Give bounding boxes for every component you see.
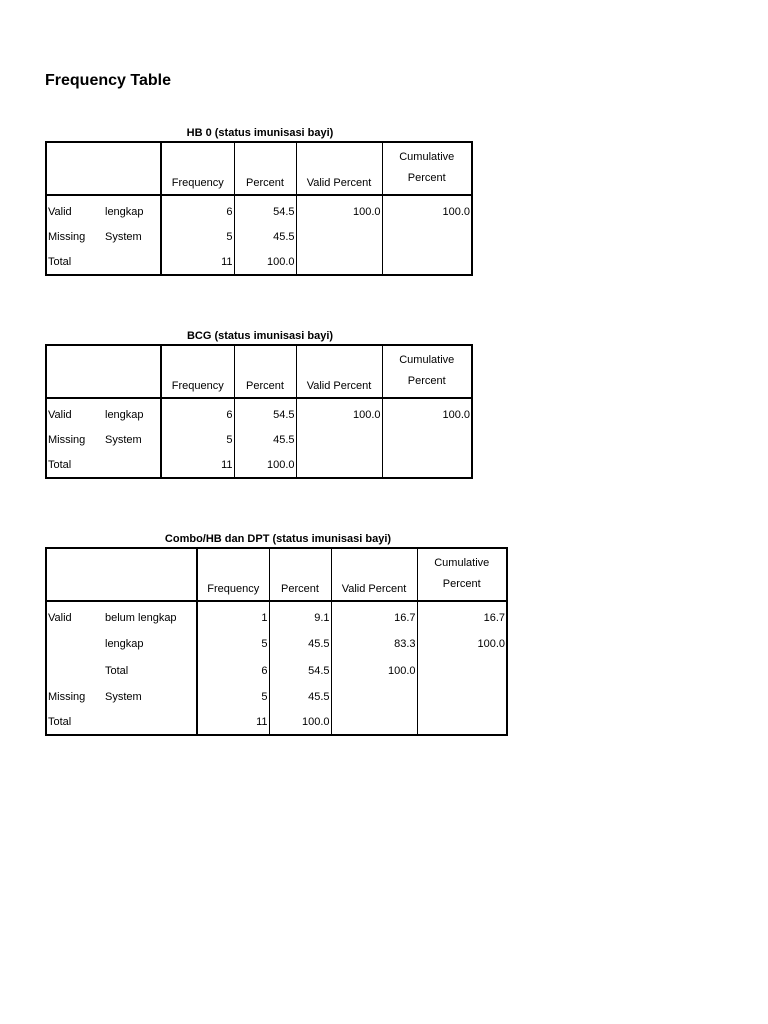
cell-cumulative-percent [417, 709, 507, 735]
col-header-line: Percent [442, 578, 481, 590]
col-header-percent: Percent [234, 142, 296, 195]
col-header-line: Cumulative [399, 354, 455, 366]
col-header-cumulative-percent [417, 548, 507, 601]
cell-valid-percent [296, 249, 382, 275]
cell-valid-percent: 100.0 [296, 398, 382, 427]
cell-percent: 45.5 [234, 427, 296, 452]
frequency-table-combo [45, 531, 511, 736]
header-row [46, 548, 507, 601]
cell-valid-percent [331, 684, 417, 709]
row-group: Valid [48, 408, 72, 421]
col-header-line: Cumulative [399, 151, 455, 163]
row-label: Total [105, 664, 129, 677]
cell-percent: 54.5 [234, 398, 296, 427]
table-row [46, 195, 472, 224]
frequency-table-bcg [45, 328, 475, 479]
cell-frequency: 11 [161, 452, 234, 478]
table-title: HB 0 (status imunisasi bayi) [186, 127, 334, 139]
cell-cumulative-percent: 16.7 [417, 601, 507, 630]
cell-percent: 100.0 [269, 709, 331, 735]
row-group [46, 657, 104, 684]
table-row [46, 249, 472, 275]
frequency-table-hb0 [45, 125, 475, 276]
cell-frequency: 5 [161, 224, 234, 249]
table-title: Combo/HB dan DPT (status imunisasi bayi) [164, 533, 392, 545]
cell-cumulative-percent: 100.0 [382, 195, 472, 224]
cell-frequency: 5 [161, 427, 234, 452]
cell-frequency: 6 [161, 195, 234, 224]
col-header-frequency: Frequency [197, 548, 269, 601]
col-header-valid-percent: Valid Percent [331, 548, 417, 601]
page-title: Frequency Table [45, 72, 171, 89]
cell-percent: 54.5 [234, 195, 296, 224]
row-label [104, 249, 161, 275]
col-header-cumulative-percent [382, 142, 472, 195]
cell-frequency: 5 [197, 684, 269, 709]
cell-valid-percent [296, 224, 382, 249]
cell-cumulative-percent [382, 249, 472, 275]
cell-valid-percent: 83.3 [331, 630, 417, 657]
row-label: System [105, 433, 142, 446]
data-table [45, 344, 473, 479]
cell-percent: 45.5 [269, 630, 331, 657]
data-table [45, 547, 508, 736]
header-row [46, 142, 472, 195]
cell-frequency: 11 [161, 249, 234, 275]
row-label: belum lengkap [105, 611, 177, 624]
col-header-percent: Percent [234, 345, 296, 398]
table-row [46, 398, 472, 427]
cell-percent: 54.5 [269, 657, 331, 684]
cell-cumulative-percent: 100.0 [382, 398, 472, 427]
header-corner [46, 142, 161, 195]
cell-percent: 45.5 [269, 684, 331, 709]
table-row [46, 452, 472, 478]
col-header-valid-percent: Valid Percent [296, 142, 382, 195]
row-group: Total [48, 458, 72, 471]
row-label: lengkap [105, 408, 144, 421]
row-group: Valid [48, 611, 72, 624]
cell-percent: 100.0 [234, 249, 296, 275]
col-header-cumulative-percent [382, 345, 472, 398]
cell-valid-percent: 100.0 [331, 657, 417, 684]
col-header-percent: Percent [269, 548, 331, 601]
cell-cumulative-percent [382, 427, 472, 452]
table-row [46, 601, 507, 630]
cell-valid-percent [331, 709, 417, 735]
row-label: lengkap [105, 205, 144, 218]
cell-frequency: 11 [197, 709, 269, 735]
row-group: Missing [48, 230, 86, 243]
row-group: Missing [48, 690, 86, 703]
row-group [46, 630, 104, 657]
header-corner [46, 548, 197, 601]
table-row [46, 224, 472, 249]
table-row [46, 709, 507, 735]
cell-valid-percent [296, 452, 382, 478]
table-row [46, 630, 507, 657]
table-title: BCG (status imunisasi bayi) [186, 330, 334, 342]
col-header-valid-percent: Valid Percent [296, 345, 382, 398]
cell-valid-percent [296, 427, 382, 452]
header-row [46, 345, 472, 398]
cell-frequency: 6 [161, 398, 234, 427]
table-row [46, 657, 507, 684]
cell-valid-percent: 16.7 [331, 601, 417, 630]
cell-percent: 45.5 [234, 224, 296, 249]
cell-cumulative-percent: 100.0 [417, 630, 507, 657]
row-label: lengkap [105, 637, 144, 650]
row-label [104, 709, 197, 735]
data-table [45, 141, 473, 276]
cell-frequency: 6 [197, 657, 269, 684]
col-header-frequency: Frequency [161, 345, 234, 398]
cell-cumulative-percent [417, 657, 507, 684]
col-header-line: Cumulative [434, 557, 490, 569]
row-label [104, 452, 161, 478]
table-row [46, 427, 472, 452]
row-label: System [105, 230, 142, 243]
header-corner [46, 345, 161, 398]
row-group: Total [48, 715, 72, 728]
table-row [46, 684, 507, 709]
cell-cumulative-percent [382, 224, 472, 249]
row-group: Missing [48, 433, 86, 446]
row-group: Valid [48, 205, 72, 218]
row-label: System [105, 690, 142, 703]
cell-cumulative-percent [417, 684, 507, 709]
cell-frequency: 5 [197, 630, 269, 657]
col-header-line: Percent [407, 375, 446, 387]
col-header-line: Percent [407, 172, 446, 184]
cell-frequency: 1 [197, 601, 269, 630]
col-header-frequency: Frequency [161, 142, 234, 195]
cell-percent: 9.1 [269, 601, 331, 630]
cell-cumulative-percent [382, 452, 472, 478]
cell-valid-percent: 100.0 [296, 195, 382, 224]
row-group: Total [48, 255, 72, 268]
cell-percent: 100.0 [234, 452, 296, 478]
